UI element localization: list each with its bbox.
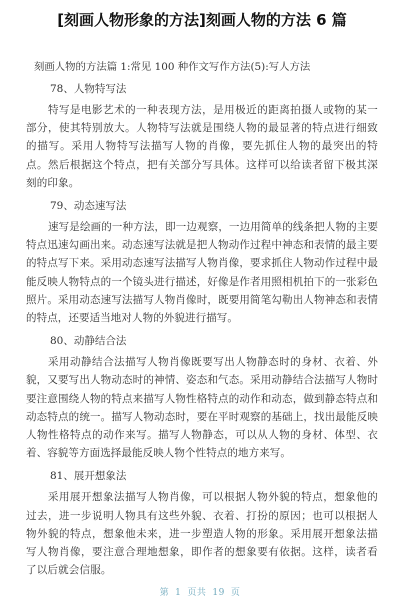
section-paragraph: 速写是绘画的一种方法，即一边观察，一边用简单的线条把人物的主要特点迅速勾画出来。动态速写法就是把人物动作过程中神态和表情的最主要的特点写下来。采用动态速写法描写人物肖像，要求抓住人物动作过程中最能反映人物特点的一个镜头进行描述，好像是作者用照相机拍下的一张彩色照片。采用动态速写法描写人物肖像时，既要用简笔勾勒出人物神态和表情的特点，还要适当地对人物的外貌进行描写。: [26, 221, 378, 325]
document-subtitle: 刻画人物的方法篇 1:常见 100 种作文写作方法(5):写人方法: [34, 61, 311, 73]
section-heading: 78、人物特写法: [50, 83, 127, 95]
page-footer-suffix: 页: [230, 588, 241, 598]
section-80: [26, 333, 378, 462]
page-footer: [0, 587, 400, 599]
section-paragraph: 采用动静结合法描写人物肖像既要写出人物静态时的身材、衣着、外貌，又要写出人物动态时的神情、姿态和气态。采用动静结合法描写人物时要注意围绕人物的特点来描写人物性格特点的动作和动态，做到静态特点和动态特点的统一。描写人物动态时，要在平时观察的基础上，找出最能反映人物性格特点的动作来写。描写人物静态，可以从人物的身材、体型、衣着、容貌等方面选择最能反映人物个性特点的地方来写。: [26, 356, 378, 460]
section-78: [26, 81, 378, 192]
section-paragraph: 采用展开想象法描写人物肖像，可以根据人物外貌的特点，想象他的过去，进一步说明人物具有这些外貌、衣着、打扮的原因；也可以根据人物外貌的特点，想象他未来，进一步塑造人物的形象。采用展开想象法描写人物肖像，要注意合理地想象，即作者的想象要有依据。这样，读者看了以后就会信服。: [26, 491, 378, 577]
section-heading: 81、展开想象法: [50, 470, 127, 483]
section-79: [26, 198, 378, 327]
section-heading: 79、动态速写法: [50, 200, 127, 213]
section-81: [26, 468, 378, 579]
page-footer-prefix: 第: [159, 588, 170, 598]
document-title: [刻画人物形象的方法]刻画人物的方法 6 篇: [57, 11, 347, 29]
page-footer-middle: 页共: [187, 588, 207, 598]
section-paragraph: 特写是电影艺术的一种表现方法，是用极近的距离拍摄人或物的某一部分，使其特别放大。人物特写法就是围绕人物的最显著的特点进行细致的描写。采用人物特写法描写人物的肖像，要先抓住人物的最突出的特点。然后根据这个特点，把有关部分写具体。这样可以给读者留下极其深刻的印象。: [26, 104, 378, 189]
section-heading: 80、动静结合法: [50, 335, 127, 348]
page-number: 1: [175, 588, 182, 598]
page-total: 19: [212, 588, 225, 598]
